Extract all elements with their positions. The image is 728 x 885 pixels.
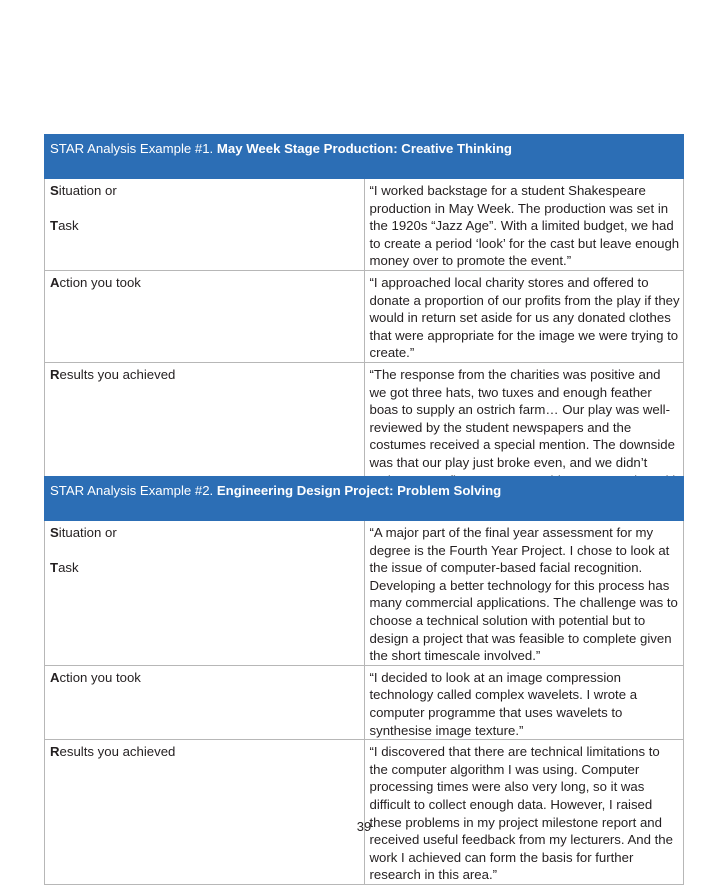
star-table-1 <box>44 134 684 508</box>
action-text: “I decided to look at an image compression technology called complex wavelets. I wrote a computer programme that uses wavelets to synthesise image texture.” <box>364 665 684 739</box>
row-label: Situation or Task <box>45 521 365 666</box>
table-row-situation <box>45 521 684 666</box>
row-label: Action you took <box>45 665 365 739</box>
row-label: Action you took <box>45 270 365 362</box>
row-label: Results you achieved <box>45 740 365 885</box>
table-header <box>45 135 684 179</box>
results-text: “I discovered that there are technical limitations to the computer algorithm I was using. Computer processing times were also very long, so it was difficult to collect enough data. However, I raised these problems in my project milestone report and received useful feedback from my lecturers. And the work I achieved can form the basis for further research in this area.” <box>364 740 684 885</box>
header-prefix: STAR Analysis Example #2. <box>50 483 217 498</box>
action-text: “I approached local charity stores and offered to donate a proportion of our profits from the play if they would in return set aside for us any donated clothes that were appropriate for the image we were trying to create.” <box>364 270 684 362</box>
header-prefix: STAR Analysis Example #1. <box>50 141 217 156</box>
situation-text: “I worked backstage for a student Shakespeare production in May Week. The production was set in the 1920s “Jazz Age”. With a limited budget, we had to create a period ‘look’ for the cast but leave enough money over to promote the event.” <box>364 179 684 271</box>
table-header <box>45 477 684 521</box>
page-number: 39 <box>356 819 372 834</box>
header-title: Engineering Design Project: Problem Solving <box>216 483 502 498</box>
table-row-action <box>45 665 684 739</box>
table-row-action <box>45 270 684 362</box>
table-row-situation <box>45 179 684 271</box>
table-row-results <box>45 740 684 885</box>
situation-text: “A major part of the final year assessment for my degree is the Fourth Year Project. I chose to look at the issue of computer-based facial recognition. Developing a better technology for this process has many commercial applications. The challenge was to choose a technical solution with potential but to design a project that was feasible to complete given the short timescale involved.” <box>364 521 684 666</box>
header-title: May Week Stage Production: Creative Thinking <box>216 141 512 156</box>
row-label: Results you achieved <box>45 362 365 507</box>
results-text: “The response from the charities was positive and we got three hats, two tuxes and enough feather boas to supply an ostrich farm… Our play was well-reviewed by the student newspapers and the costumes received a special mention. The downside was that our play just broke even, and we didn’t <box>364 362 684 507</box>
row-label: Situation or Task <box>45 179 365 271</box>
